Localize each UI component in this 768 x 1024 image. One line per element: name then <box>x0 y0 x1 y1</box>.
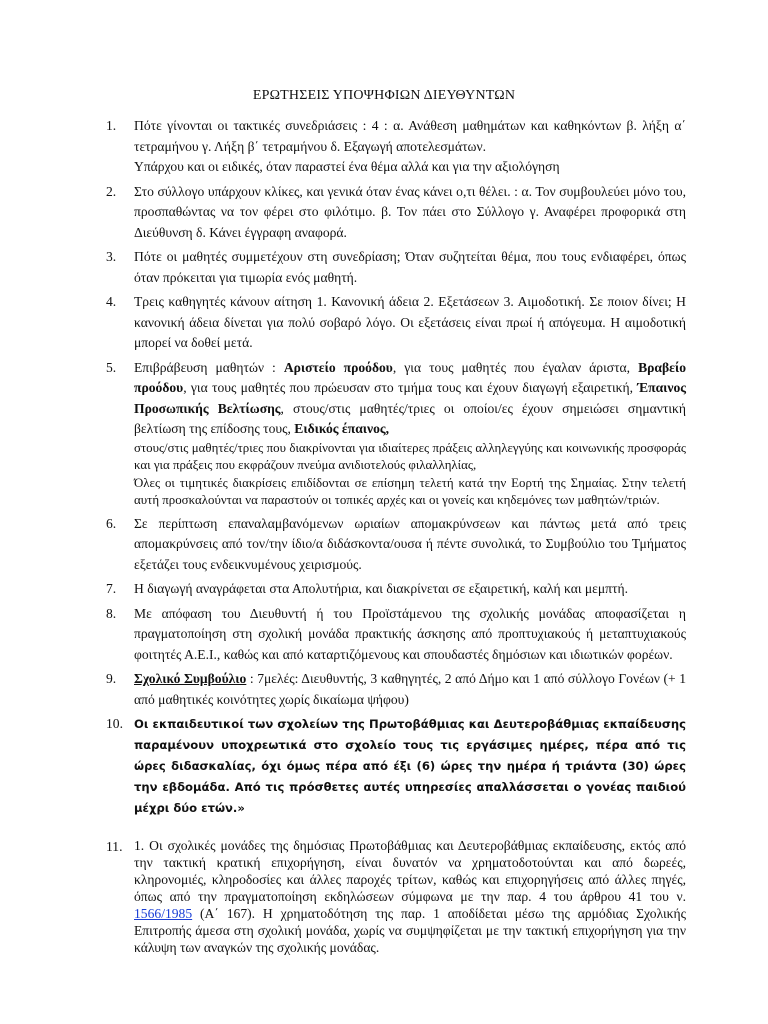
list-item <box>0 358 768 510</box>
text-run: , για τους μαθητές που πρώευσαν στο τμήμα τους και έχουν διαγωγή εξαιρετική, <box>183 380 638 395</box>
text-run: : 7μελές: Διευθυντής, 3 καθηγητές, 2 από Δήμο και 1 από σύλλογο Γονέων (+ 1 από μαθητικές κοινότητες χωρίς δικαίωμα ψήφου) <box>134 671 687 707</box>
bold-paragraph: Οι εκπαιδευτικοί των σχολείων της Πρωτοβάθμιας και Δευτεροβάθμιας εκπαίδευσης παραμένουν υποχρεωτικά στο σχολείο τους τις εργάσιμες ημέρες, πέρα από τις ώρες διδασκαλίας, όχι όμως πέρα από έξι (6) ώρες την ημέρα ή τριάντα (30) ώρες την εβδομάδα. Από τις πρόσθετες αυτές υπηρεσίες απαλλάσσεται ο γονέας παιδιού μέχρι δύο ετών.» <box>134 717 686 816</box>
page-title: ΕΡΩΤΗΣΕΙΣ ΥΠΟΨΗΦΙΩΝ ΔΙΕΥΘΥΝΤΩΝ <box>252 88 516 103</box>
list-item <box>0 247 768 288</box>
item-text <box>134 669 686 710</box>
list-item <box>0 514 768 576</box>
item-paragraph <box>134 837 686 956</box>
spacer <box>0 823 768 837</box>
item-paragraph <box>134 714 686 819</box>
item-text <box>134 292 686 354</box>
item-text <box>134 247 686 288</box>
list-item <box>0 116 768 178</box>
text-run: 1. Οι σχολικές μονάδες της δημόσιας Πρωτοβάθμιας και Δευτεροβάθμιας εκπαίδευσης, εκτός από την τακτική κρατική επιχορήγηση, είναι δυνατόν να χρηματοδοτούνται και από δωρεές, κληρονομιές, κληροδοσίες και άλλες παροχές τρίτων, καθώς και επιχορηγήσεις από άλλες πηγές, όπως από την πραγματοποίηση εκδηλώσεων σύμφωνα με την παρ. 4 του άρθρου 41 του ν. <box>134 838 686 905</box>
item-text <box>134 514 686 576</box>
item-number: 2. <box>106 183 117 199</box>
list-item <box>0 837 768 956</box>
list-item <box>0 669 768 710</box>
award-name: Αριστείο προόδου <box>283 359 393 375</box>
item-text <box>134 116 686 178</box>
item-paragraph: Όλες οι τιμητικές διακρίσεις επιδίδονται σε επίσημη τελετή κατά την Εορτή της Σημαίας. Στην τελετή αυτή προσκαλούνται να παραστούν οι τοπικές αρχές και οι γονείς και κηδεμόνες των μαθητών/τριών. <box>134 475 686 508</box>
item-number: 11. <box>106 839 123 855</box>
law-link[interactable]: 1566/1985 <box>134 906 193 922</box>
item-paragraph: Με απόφαση του Διευθυντή ή του Προϊστάμενου της σχολικής μονάδας αποφασίζεται η πραγματοποίηση στη σχολική μονάδα πρακτικής άσκησης από προπτυχιακούς ή μεταπτυχιακούς φοιτητές Α.Ε.Ι., καθώς και από καταρτιζόμενους και σπουδαστές δημόσιων και ιδιωτικών φορέων. <box>134 605 686 662</box>
item-number: 9. <box>106 671 117 687</box>
award-name: Έπαινος Προσωπικής Βελτίωσης <box>134 380 686 416</box>
item-number: 4. <box>106 294 117 309</box>
item-text <box>134 182 686 244</box>
item-number: 10. <box>106 716 123 732</box>
item-text-small <box>134 440 686 510</box>
text-run: Επιβράβευση μαθητών : <box>134 359 284 375</box>
item-number: 5. <box>106 359 117 375</box>
item-paragraph: Υπάρχου και οι ειδικές, όταν παραστεί ένα θέμα αλλά και για την αξιολόγηση <box>134 159 560 174</box>
list-item <box>0 579 768 600</box>
item-number: 8. <box>106 605 117 621</box>
item-paragraph <box>134 358 686 440</box>
list-item <box>0 714 768 819</box>
term-name: Σχολικό Συμβούλιο <box>134 671 247 687</box>
item-number: 1. <box>106 118 117 133</box>
item-paragraph: Στο σύλλογο υπάρχουν κλίκες, και γενικά όταν ένας κάνει ο,τι θέλει. : α. Τον συμβουλεύει μόνο του, προσπαθώντας να τον φέρει στο φιλότιμο. β. Τον πάει στο Σύλλογο γ. Αναφέρει προφορικά στη Διεύθυνση δ. Κάνει έγγραφη αναφορά. <box>134 183 686 240</box>
text-run: , για τους μαθητές που έγαλαν άριστα, <box>392 359 639 375</box>
item-paragraph: Πότε οι μαθητές συμμετέχουν στη συνεδρίαση; Όταν συζητείται θέμα, που τους ενδιαφέρει, όπως όταν πρόκειται για τιμωρία ενός μαθητή. <box>134 249 686 285</box>
item-text <box>134 714 686 819</box>
item-text <box>134 579 686 600</box>
item-paragraph: Η διαγωγή αναγράφεται στα Απολυτήρια, και διακρίνεται σε εξαιρετική, καλή και μεμπτή. <box>134 581 628 597</box>
item-number: 3. <box>106 249 117 264</box>
item-paragraph: στους/στις μαθητές/τριες που διακρίνονται για ιδιαίτερες πράξεις αλληλεγγύης και κοινωνικής προσφοράς και για πράξεις που εκφράζουν πνεύμα ανιδιοτελούς φιλαλληλίας, <box>134 440 686 473</box>
question-list <box>0 116 768 960</box>
item-text <box>134 358 686 440</box>
item-text <box>134 837 686 956</box>
list-item <box>0 604 768 666</box>
list-item <box>0 292 768 354</box>
item-number: 7. <box>106 581 117 597</box>
text-run: , στους/στις μαθητές/τριες οι οποίοι/ες έχουν σημειώσει σημαντική βελτίωση της επίδοσης τους, <box>134 400 686 436</box>
item-paragraph: Τρεις καθηγητές κάνουν αίτηση 1. Κανονική άδεια 2. Εξετάσεων 3. Αιμοδοτική. Σε ποιον δίνει; Η κανονική άδεια δίνεται για πολύ σοβαρό λόγο. Οι εξετάσεις είναι πρωί ή απόγευμα. Η αιμοδοτική μπορεί να δοθεί μετά. <box>134 294 686 350</box>
item-text <box>134 604 686 666</box>
item-paragraph: Πότε γίνονται οι τακτικές συνεδριάσεις : 4 : α. Ανάθεση μαθημάτων και καθηκόντων β. λήξη α΄ τετραμήνου γ. Λήξη β΄ τετραμήνου δ. Εξαγωγή αποτελεσμάτων. <box>134 118 686 154</box>
item-paragraph: Σε περίπτωση επαναλαμβανόμενων ωριαίων απομακρύνσεων και πάντως μετά από τρεις απομακρύνσεις από τον/την ίδιο/α διδάσκοντα/ουσα ή πέντε συνολικά, το Συμβούλιο του Τμήματος εξετάζει τους ενδεικνυμένους χειρισμούς. <box>134 515 686 572</box>
item-paragraph <box>134 669 686 710</box>
item-number: 6. <box>106 515 117 531</box>
award-name: Βραβείο προόδου <box>134 359 686 395</box>
award-name: Ειδικός έπαινος, <box>294 421 389 436</box>
text-run: (Α΄ 167). Η χρηματοδότηση της παρ. 1 αποδίδεται μέσω της αρμόδιας Σχολικής Επιτροπής άμεσα στη σχολική μονάδα, χωρίς να συμψηφίζεται με την τακτική επιχορήγηση για την κάλυψη των αναγκών της σχολικής μονάδας. <box>134 906 686 956</box>
list-item <box>0 182 768 244</box>
